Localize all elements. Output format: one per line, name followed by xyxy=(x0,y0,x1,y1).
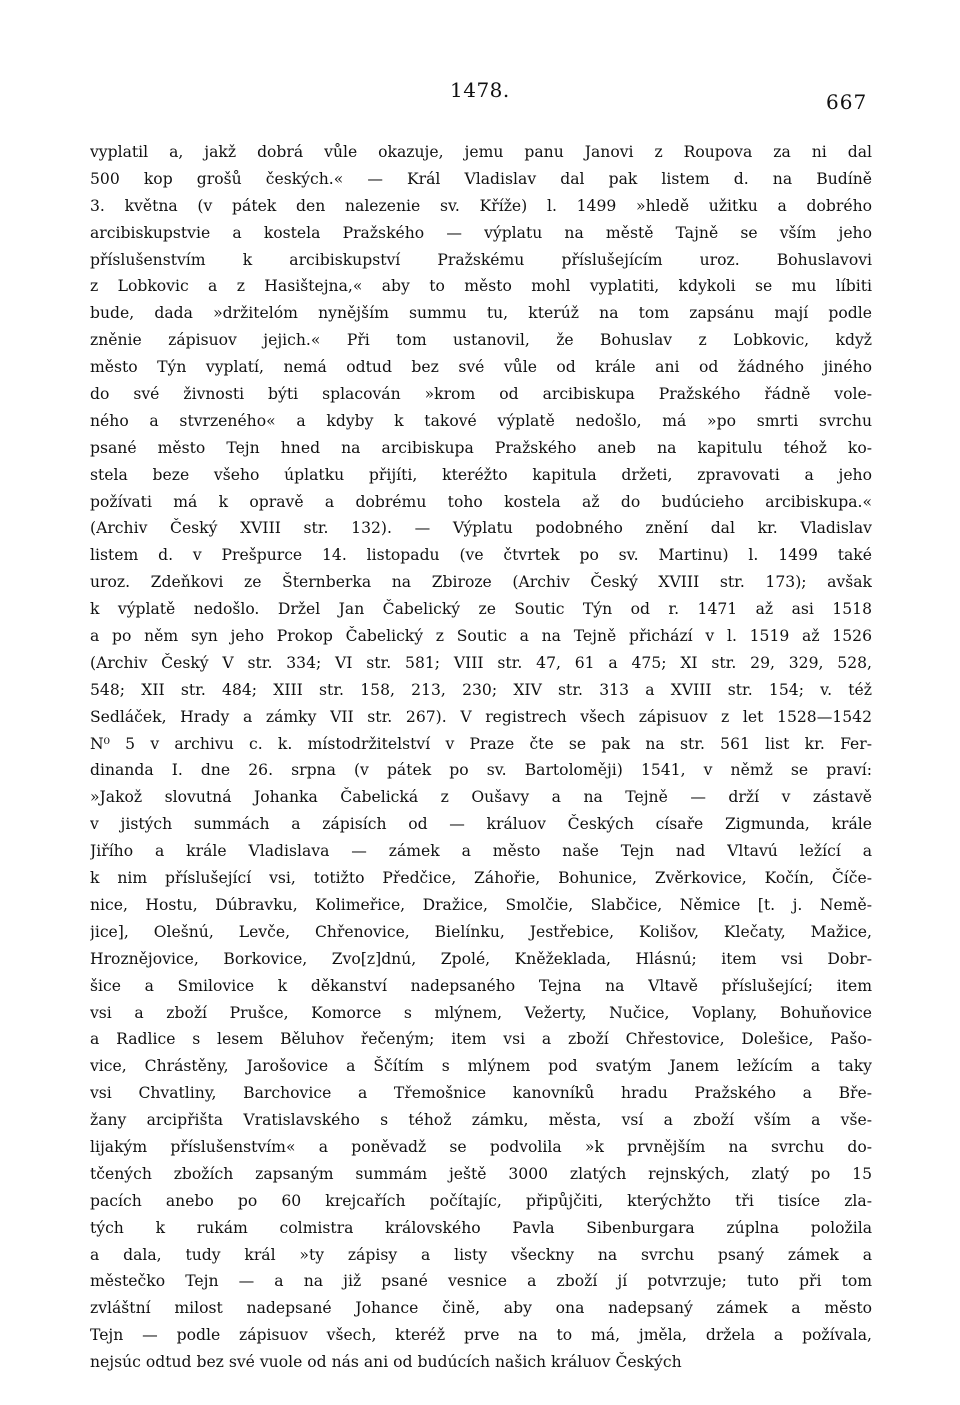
text-line: z Lobkovic a z Hasištejna,« aby to město mohl vyplatiti, kdykoli se mu líbiti xyxy=(90,277,872,296)
text-line: »Jakož slovutná Johanka Čabelická z Oušavy a na Tejně — drží v zástavě xyxy=(90,788,872,807)
text-line: k výplatě nedošlo. Držel Jan Čabelický ze Soutic Týn od r. 1471 až asi 1518 xyxy=(90,600,872,619)
text-line: vsi Chvatliny, Barchovice a Třemošnice kanovníků hradu Pražského a Bře- xyxy=(90,1084,872,1103)
text-line: 3. května (v pátek den nalezenie sv. Kříže) l. 1499 »hledě užitku a dobrého xyxy=(90,196,872,215)
text-line: v jistých summách a zápisích od — králuov Českých císaře Zigmunda, krále xyxy=(90,815,872,834)
text-line: stela beze všeho úplatku přijíti, kteréžto kapitula držeti, zpravovati a jeho xyxy=(90,465,872,484)
text-line: nice, Hostu, Dúbravku, Kolimeřice, Dražice, Smolčie, Slabčice, Němice [t. j. Nemě- xyxy=(90,895,872,914)
text-line: jice], Olešnú, Levče, Chřenovice, Bielínku, Jestřebice, Kolišov, Klečaty, Mažice, xyxy=(90,922,872,941)
text-line: žany arcipřišta Vratislavského s téhož zámku, města, vsí a zboží vším a vše- xyxy=(90,1111,872,1130)
text-line: listem d. v Prešpurce 14. listopadu (ve čtvrtek po sv. Martinu) l. 1499 také xyxy=(90,546,872,565)
text-line: Sedláček, Hrady a zámky VII str. 267). V registrech všech zápisuov z let 1528—1542 xyxy=(90,707,872,726)
text-line: Jiřího a krále Vladislava — zámek a město naše Tejn nad Vltavú ležící a xyxy=(90,842,872,861)
text-line: 500 kop grošů českých.« — Král Vladislav dal pak listem d. na Budíně xyxy=(90,169,872,188)
text-line: ného a stvrzeného« a kdyby k takové výplatě nedošlo, má »po smrti svrchu xyxy=(90,411,872,430)
text-line: požívati má k opravě a dobrému toho kostela až do budúcieho arcibiskupa.« xyxy=(90,492,872,511)
text-line: město Týn vyplatí, nemá odtud bez své vůle od krále ani od žádného jiného xyxy=(90,358,872,377)
text-line: tých k rukám colmistra královského Pavla Sibenburgara zúplna položila xyxy=(90,1218,872,1237)
body-text xyxy=(90,139,872,1376)
text-line: Hroznějovice, Borkovice, Zvo[z]dnú, Zpolé, Kněžeklada, Hlásnú; item vsi Dobr- xyxy=(90,949,872,968)
text-line: příslušenstvím k arcibiskupství Pražskému příslušejícím uroz. Bohuslavovi xyxy=(90,250,872,269)
text-line: k nim příslušející vsi, totižto Předčice, Záhořie, Bohunice, Zvěrkovice, Kočín, Číče- xyxy=(90,869,872,888)
page-number: 667 xyxy=(826,90,868,114)
text-line: do své živnosti býti splacován »krom od arcibiskupa Pražského řádně vole- xyxy=(90,385,872,404)
text-line: bude, dada »držitelóm nynějším summu tu, kterúž na tom zapsánu mají podle xyxy=(90,304,872,323)
text-line: 548; XII str. 484; XIII str. 158, 213, 230; XIV str. 313 a XVIII str. 154; v. též xyxy=(90,680,872,699)
text-line: zněnie zápisuov jejich.« Při tom ustanovil, že Bohuslav z Lobkovic, když xyxy=(90,331,872,350)
text-line: a dala, tudy král »ty zápisy a listy všeckny na svrchu psaný zámek a xyxy=(90,1245,872,1264)
text-line: Tejn — podle zápisuov všech, kteréž prve na to má, jměla, držela a požívala, xyxy=(90,1326,872,1345)
text-line: lijakým příslušenstvím« a poněvadž se podvolila »k prvnějším na svrchu do- xyxy=(90,1137,872,1156)
text-line: psané město Tejn hned na arcibiskupa Pražského aneb na kapitulu téhož ko- xyxy=(90,438,872,457)
text-line: tčených zbožích zapsaným summám ještě 3000 zlatých rejnských, zlatý po 15 xyxy=(90,1164,872,1183)
running-header-year: 1478. xyxy=(450,78,510,102)
text-line: vyplatil a, jakž dobrá vůle okazuje, jemu panu Janovi z Roupova za ni dal xyxy=(90,143,872,161)
text-line: (Archiv Český V str. 334; VI str. 581; VIII str. 47, 61 a 475; XI str. 29, 329, 528, xyxy=(90,653,872,672)
text-line: a po něm syn jeho Prokop Čabelický z Soutic a na Tejně přichází v l. 1519 až 1526 xyxy=(90,627,872,646)
text-line: šice a Smilovice k děkanství nadepsaného Tejna na Vltavě příslušející; item xyxy=(90,976,872,995)
text-line: N⁰ 5 v archivu c. k. místodržitelství v Praze čte se pak na str. 561 list kr. Fer- xyxy=(90,734,872,753)
text-line: městečko Tejn — a na již psané vesnice a zboží jí potvrzuje; tuto při tom xyxy=(90,1272,872,1291)
text-line: vice, Chrástěny, Jarošovice a Ščítím s mlýnem pod svatým Janem ležícím a taky xyxy=(90,1057,872,1076)
text-line: zvláštní milost nadepsané Johance čině, aby ona nadepsaný zámek a město xyxy=(90,1299,872,1318)
text-line: pacích anebo po 60 krejcařích počítajíc, připůjčiti, kterýchžto tři tisíce zla- xyxy=(90,1191,872,1210)
text-line: uroz. Zdeňkovi ze Šternberka na Zbiroze (Archiv Český XVIII str. 173); avšak xyxy=(90,573,872,592)
text-line: vsi a zboží Prušce, Komorce s mlýnem, Vežerty, Nučice, Voplany, Bohuňovice xyxy=(90,1003,872,1022)
text-line: a Radlice s lesem Běluhov řečeným; item vsi a zboží Chřestovice, Dolešice, Pašo- xyxy=(90,1030,872,1049)
text-line: (Archiv Český XVIII str. 132). — Výplatu podobného znění dal kr. Vladislav xyxy=(90,519,872,538)
text-line: dinanda I. dne 26. srpna (v pátek po sv. Bartoloměji) 1541, v němž se praví: xyxy=(90,761,872,780)
text-line: nejsúc odtud bez své vuole od nás ani od budúcích našich králuov Českých xyxy=(90,1353,682,1372)
text-line: arcibiskupstvie a kostela Pražského — výplatu na městě Tajně se vším jeho xyxy=(90,223,872,242)
